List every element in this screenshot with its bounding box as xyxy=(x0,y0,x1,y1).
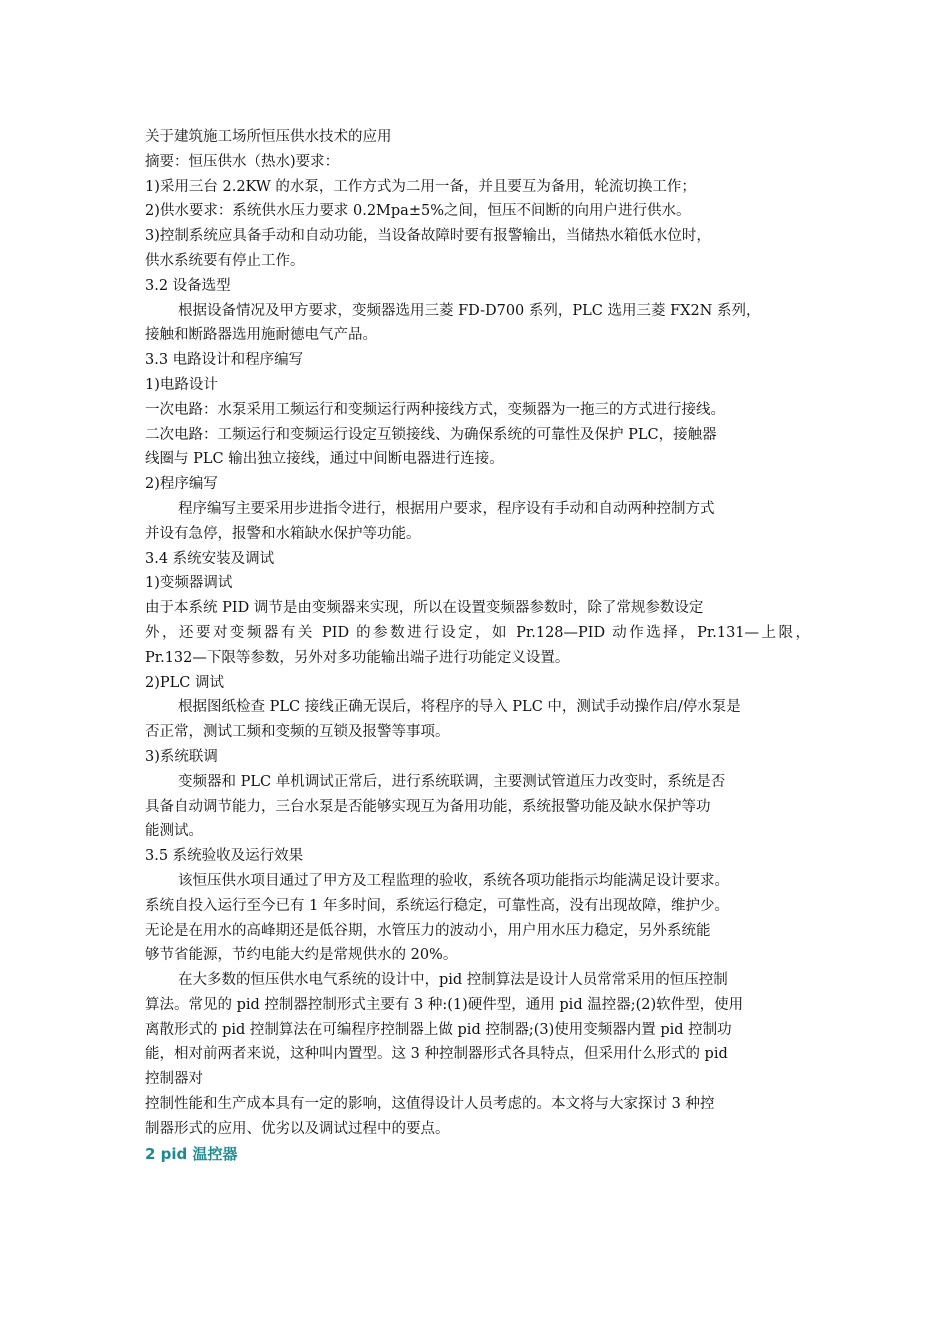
text-line: 外，还要对变频器有关 PID 的参数进行设定，如 Pr.128—PID 动作选择，Pr.131—上限， xyxy=(145,624,810,641)
text-line: 摘要：恒压供水（热水)要求： xyxy=(145,153,340,170)
text-line: 供水系统要有停止工作。 xyxy=(145,252,305,269)
text-line: 3.3 电路设计和程序编写 xyxy=(145,352,304,369)
text-line: 能测试。 xyxy=(145,823,203,840)
text-line: 该恒压供水项目通过了甲方及工程监理的验收，系统各项功能指示均能满足设计要求。 xyxy=(178,872,729,889)
text-line: 2)PLC 调试 xyxy=(145,674,224,691)
text-line: 系统自投入运行至今已有 1 年多时间，系统运行稳定，可靠性高，没有出现故障，维护少。 xyxy=(145,897,729,914)
text-line: 3)控制系统应具备手动和自动功能，当设备故障时要有报警输出，当储热水箱低水位时， xyxy=(145,228,711,245)
text-line: 并设有急停，报警和水箱缺水保护等功能。 xyxy=(145,525,421,542)
text-line: 制器形式的应用、优劣以及调试过程中的要点。 xyxy=(145,1120,450,1137)
text-line: 控制器对 xyxy=(145,1071,203,1088)
text-line: 接触和断路器选用施耐德电气产品。 xyxy=(145,327,377,344)
document-body xyxy=(145,125,810,1166)
text-line: 算法。常见的 pid 控制器控制形式主要有 3 种:(1)硬件型，通用 pid 温控器;(2)软件型，使用 xyxy=(145,996,744,1013)
text-line: 1)变频器调试 xyxy=(145,575,233,592)
text-line: 根据设备情况及甲方要求，变频器选用三菱 FD-D700 系列，PLC 选用三菱 FX2N 系列， xyxy=(178,302,761,319)
text-line: 二次电路：工频运行和变频运行设定互锁接线、为确保系统的可靠性及保护 PLC，接触器 xyxy=(145,426,717,443)
text-line: 2)供水要求：系统供水压力要求 0.2Mpa±5%之间，恒压不间断的向用户进行供水。 xyxy=(145,203,691,220)
text-line: 1)采用三台 2.2KW 的水泵，工作方式为二用一备，并且要互为备用，轮流切换工作； xyxy=(145,178,696,195)
text-line: 线圈与 PLC 输出独立接线，通过中间断电器进行连接。 xyxy=(145,451,504,468)
text-line: 3.5 系统验收及运行效果 xyxy=(145,848,304,865)
text-line: 在大多数的恒压供水电气系统的设计中，pid 控制算法是设计人员常常采用的恒压控制 xyxy=(178,972,728,989)
text-line: 控制性能和生产成本具有一定的影响，这值得设计人员考虑的。本文将与大家探讨 3 种控 xyxy=(145,1096,715,1113)
text-line: 变频器和 PLC 单机调试正常后，进行系统联调，主要测试管道压力改变时，系统是否 xyxy=(178,773,726,790)
text-line: 3.2 设备选型 xyxy=(145,277,231,294)
text-line: 3.4 系统安装及调试 xyxy=(145,550,275,567)
text-line: 离散形式的 pid 控制算法在可编程序控制器上做 pid 控制器;(3)使用变频器内置 pid 控制功 xyxy=(145,1021,732,1038)
text-line: 一次电路：水泵采用工频运行和变频运行两种接线方式，变频器为一拖三的方式进行接线。 xyxy=(145,401,725,418)
text-line: 1)电路设计 xyxy=(145,376,218,393)
text-line: 够节省能源，节约电能大约是常规供水的 20%。 xyxy=(145,947,458,964)
text-line: 由于本系统 PID 调节是由变频器来实现，所以在设置变频器参数时，除了常规参数设定 xyxy=(145,600,704,617)
document-title: 关于建筑施工场所恒压供水技术的应用 xyxy=(145,129,392,145)
text-line: 否正常，测试工频和变频的互锁及报警等事项。 xyxy=(145,724,450,741)
text-line: 能，相对前两者来说，这种叫内置型。这 3 种控制器形式各具特点，但采用什么形式的 pid xyxy=(145,1046,728,1063)
text-line: 3)系统联调 xyxy=(145,748,218,765)
text-line: 2)程序编写 xyxy=(145,476,218,493)
text-line: 根据图纸检查 PLC 接线正确无误后，将程序的导入 PLC 中，测试手动操作启/停水泵是 xyxy=(178,699,741,716)
text-line: 无论是在用水的高峰期还是低谷期，水管压力的波动小，用户用水压力稳定，另外系统能 xyxy=(145,922,711,939)
text-line: 程序编写主要采用步进指令进行，根据用户要求，程序设有手动和自动两种控制方式 xyxy=(178,500,715,517)
text-line: Pr.132—下限等参数，另外对多功能输出端子进行功能定义设置。 xyxy=(145,649,570,666)
text-line: 具备自动调节能力，三台水泵是否能够实现互为备用功能，系统报警功能及缺水保护等功 xyxy=(145,798,711,815)
section-heading: 2 pid 温控器 xyxy=(145,1144,238,1163)
